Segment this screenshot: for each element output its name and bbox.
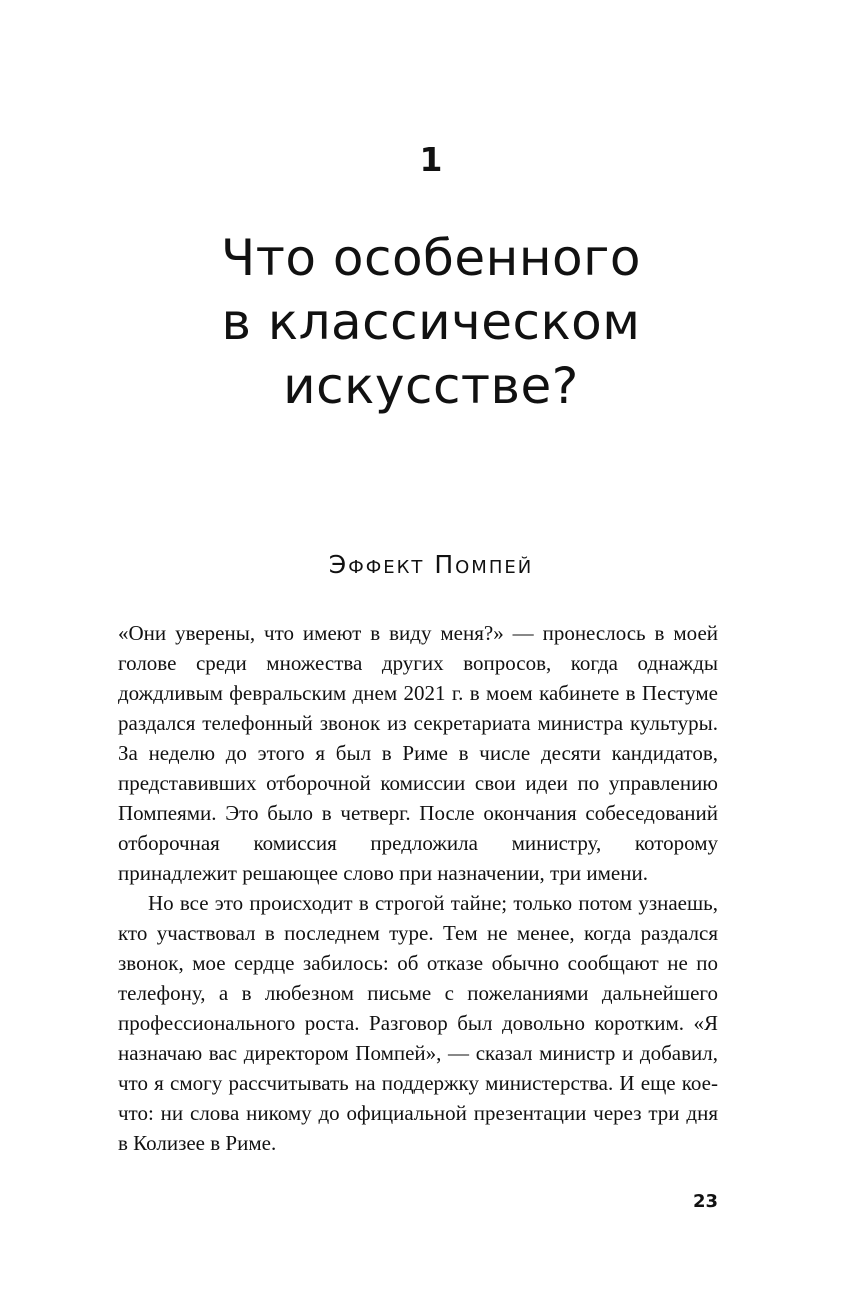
chapter-title-line-1: Что особенного — [221, 229, 641, 287]
chapter-title-line-2: в классическом — [221, 293, 641, 351]
chapter-title-line-3: искусстве? — [283, 357, 579, 415]
section-title: Эффект Помпей — [328, 550, 534, 579]
page-number: 23 — [692, 1191, 718, 1212]
chapter-number: 1 — [419, 140, 443, 179]
paragraph-1: «Они уверены, что имеют в виду меня?» — пронеслось в моей голове среди множества других вопросов, когда однажды дождливым февральским днем 2021 г. в моем кабинете в Пестуме раздался телефонный звонок из секретариата министра культуры. За неделю до этого я был в Риме в числе десяти кандидатов, представивших отборочной комиссии свои идеи по управлению Помпеями. Это было в четверг. После окончания собеседований отборочная комиссия предложила министру, которому принадлежит решающее слово при назначении, три имени. — [118, 621, 718, 885]
body-text — [118, 618, 718, 1158]
paragraph-2: Но все это происходит в строгой тайне; только потом узнаешь, кто участвовал в последнем туре. Тем не менее, когда раздался звонок, мое сердце забилось: об отказе обычно сообщают не по телефону, а в любезном письме с пожеланиями дальнейшего профессионального роста. Разговор был довольно коротким. «Я назначаю вас директором Помпей», — сказал министр и добавил, что я смогу рассчитывать на поддержку министерства. И еще кое-что: ни слова никому до официальной презентации через три дня в Колизее в Риме. — [118, 891, 718, 1155]
chapter-title — [0, 226, 862, 418]
